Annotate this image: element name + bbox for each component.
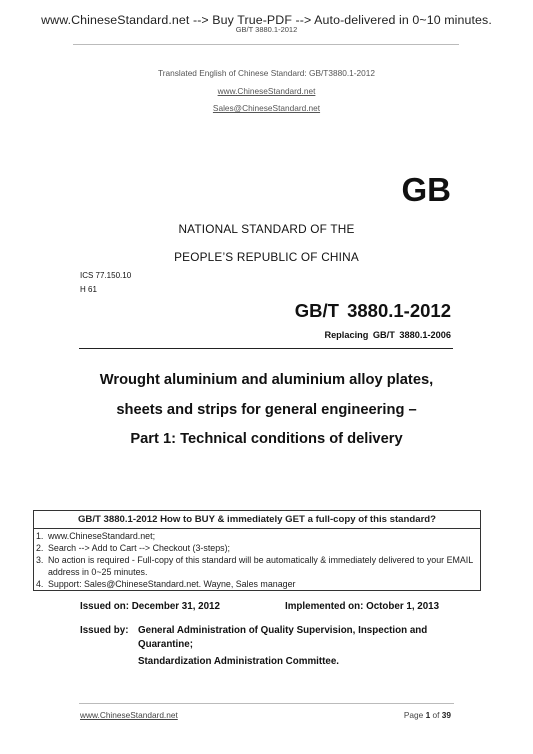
- site-link[interactable]: www.ChineseStandard.net: [217, 86, 316, 96]
- top-banner[interactable]: www.ChineseStandard.net --> Buy True-PDF --> Auto-delivered in 0~10 minutes.: [41, 13, 492, 27]
- current-page: 1: [425, 710, 431, 720]
- issuer-line3: Standardization Administration Committee.: [138, 656, 340, 667]
- footer-site-link[interactable]: www.ChineseStandard.net: [80, 710, 178, 720]
- document-title-line2: sheets and strips for general engineering –: [116, 402, 417, 418]
- title-divider: [79, 348, 453, 349]
- translated-note: Translated English of Chinese Standard: GB/T3880.1-2012: [158, 68, 375, 78]
- classification-code: H 61: [80, 285, 97, 294]
- purchase-info-title: GB/T 3880.1-2012 How to BUY & immediately GET a full-copy of this standard?: [77, 514, 437, 525]
- document-title-line1: Wrought aluminium and aluminium alloy plates,: [99, 372, 434, 388]
- gb-mark: GB: [401, 171, 451, 208]
- purchase-info-box: [33, 510, 481, 591]
- replacing-note: Replacing GB/T 3880.1-2006: [324, 330, 451, 340]
- issued-by-label: Issued by:: [80, 625, 129, 636]
- national-standard-title-line2: PEOPLE’S REPUBLIC OF CHINA: [174, 250, 359, 264]
- document-title-line3: Part 1: Technical conditions of delivery: [130, 431, 403, 447]
- running-header: GB/T 3880.1-2012: [235, 25, 298, 34]
- list-item: 3. No action is required - Full-copy of this standard will be automatically & immediately delivered to your EMAIL address in 0~25 minutes.: [36, 555, 473, 577]
- ics-code: ICS 77.150.10: [80, 271, 132, 280]
- email-link[interactable]: Sales@ChineseStandard.net: [212, 103, 321, 113]
- footer-divider: [79, 703, 454, 704]
- issuer-line1: General Administration of Quality Supervision, Inspection and: [138, 625, 428, 636]
- page-indicator: Page 1 of 39: [403, 710, 451, 720]
- purchase-info-divider: [34, 528, 480, 529]
- list-item: 4. Support: Sales@ChineseStandard.net. Wayne, Sales manager: [36, 579, 296, 589]
- issued-on-date: Issued on: December 31, 2012: [80, 601, 220, 612]
- list-item: 2. Search --> Add to Cart --> Checkout (3-steps);: [36, 543, 231, 553]
- national-standard-title-line1: NATIONAL STANDARD OF THE: [178, 222, 355, 236]
- implemented-on-date: Implemented on: October 1, 2013: [285, 601, 440, 612]
- standard-number: GB/T 3880.1-2012: [294, 300, 451, 321]
- total-pages: 39: [441, 710, 451, 720]
- header-divider: [73, 44, 459, 45]
- purchase-steps-list: [34, 530, 478, 590]
- list-item: 1. www.ChineseStandard.net;: [36, 531, 156, 541]
- issuer-line2: Quarantine;: [138, 639, 193, 650]
